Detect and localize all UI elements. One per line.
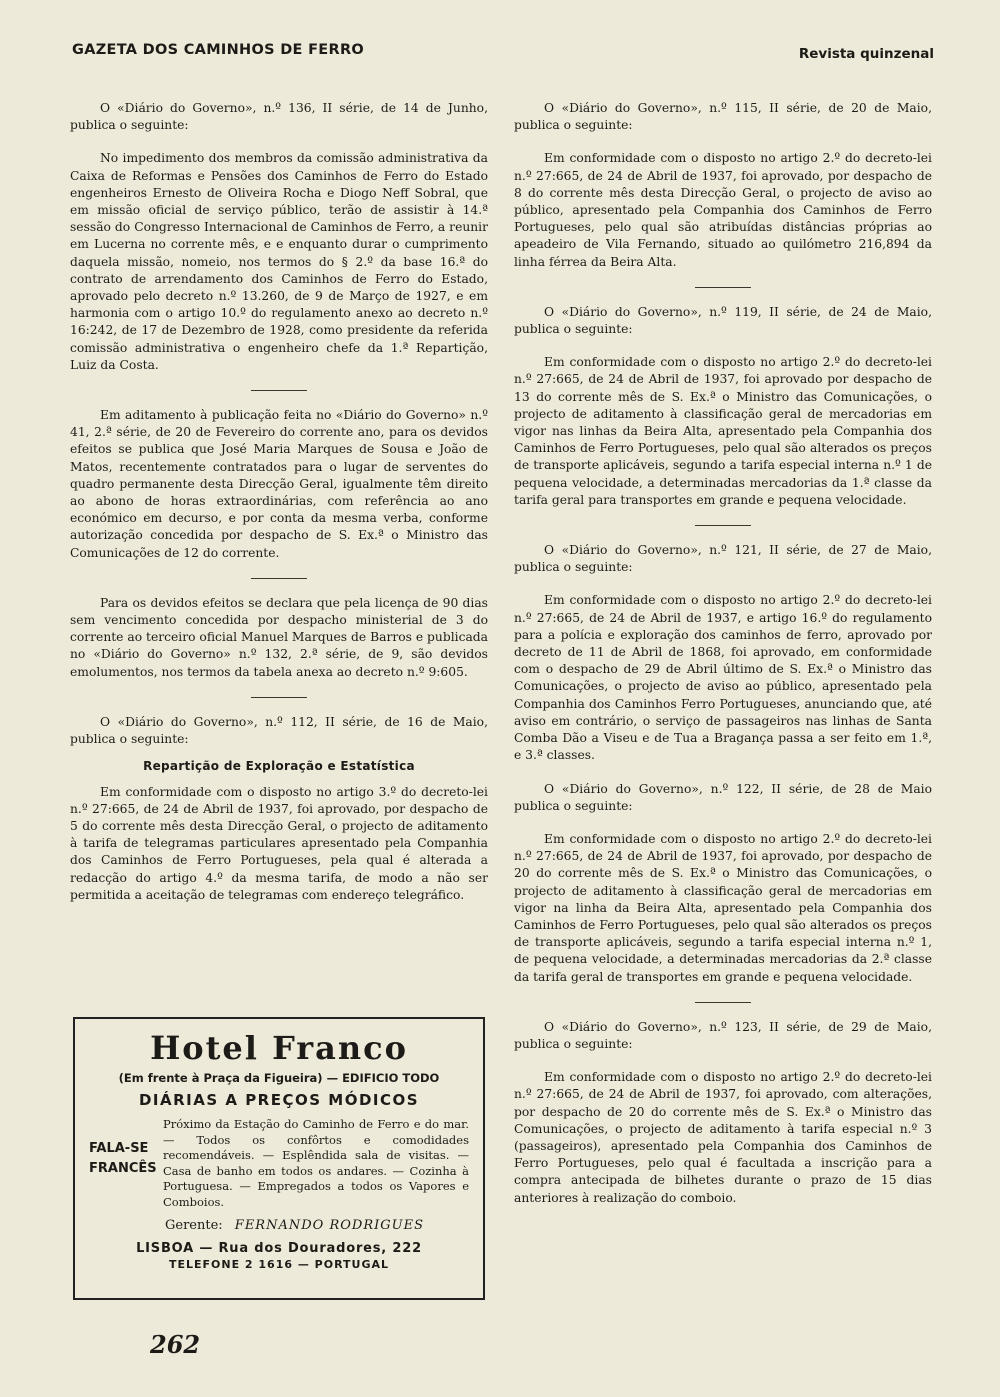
article-body: Em conformidade com o disposto no artigo 3.º do decreto-lei n.º 27:665, de 24 de Abril de 1937, foi aprovado, por despacho de 5 do corrente mês desta Direcção Geral, o projecto de aditamento à tarifa de telegramas particulares apresentado pela Companhia dos Caminhos de Ferro Portugueses, pela qual é alterada a redacção do artigo 4.º da mesma tarifa, de modo a não ser permitida a aceitação de telegramas com endereço telegráfico. bbox=[70, 784, 488, 902]
hotel-advertisement bbox=[73, 1017, 485, 1300]
language-note-line: FALA-SE bbox=[89, 1141, 149, 1156]
left-column bbox=[70, 100, 488, 904]
hotel-location: (Em frente à Praça da Figueira) — EDIFICIO TODO bbox=[118, 1071, 440, 1085]
right-column bbox=[514, 100, 932, 1207]
separator-rule bbox=[695, 1002, 751, 1003]
article-body: Em conformidade com o disposto no artigo 2.º do decreto-lei n.º 27:665, de 24 de Abril de 1937, foi aprovado, por despacho de 20 do corrente mês de S. Ex.ª o Ministro das Comunicações, o projecto de aditamento à classificação geral de mercadorias em vigor na linha da Beira Alta, apresentado pela Companhia dos Caminhos de Ferro Portugueses, pelo qual são alterados os preços de transporte aplicáveis, segundo a tarifa especial interna n.º 1, de pequena velocidade, a determinadas mercadorias da 2.ª classe da tarifa geral de transportes em grande e pequena velocidade. bbox=[514, 831, 932, 984]
article-intro: O «Diário do Governo», n.º 122, II série, de 28 de Maio publica o seguinte: bbox=[514, 781, 932, 813]
hotel-telephone: TELEFONE 2 1616 — PORTUGAL bbox=[168, 1258, 390, 1271]
article-body: Em conformidade com o disposto no artigo 2.º do decreto-lei n.º 27:665, de 24 de Abril de 1937, foi aprovado por despacho de 13 do corrente mês de S. Ex.ª o Ministro das Comunicações, o projecto de aditamento à classificação geral de mercadorias em vigor nas linhas da Beira Alta, apresentado pela Companhia dos Caminhos de Ferro Portugueses, pelo qual são alterados os preços de transporte aplicáveis, segundo a tarifa especial interna n.º 1 de pequena velocidade, a determinadas mercadorias da 1.ª classe da tarifa geral para transportes em grande e pequena velocidade. bbox=[514, 355, 932, 507]
article-intro: O «Diário do Governo», n.º 121, II série, de 27 de Maio, publica o seguinte: bbox=[514, 543, 932, 575]
section-subheading: Repartição de Exploração e Estatística bbox=[143, 759, 415, 774]
hotel-name: Hotel Franco bbox=[150, 1029, 408, 1067]
article-intro: O «Diário do Governo», n.º 112, II série, de 16 de Maio, publica o seguinte: bbox=[70, 714, 488, 747]
journal-subtitle: Revista quinzenal bbox=[798, 46, 934, 62]
article-intro: O «Diário do Governo», n.º 119, II série, de 24 de Maio, publica o seguinte: bbox=[514, 304, 932, 337]
separator-rule bbox=[695, 287, 751, 288]
hotel-manager bbox=[89, 1218, 469, 1233]
manager-name: FERNANDO RODRIGUES bbox=[234, 1218, 424, 1233]
language-note bbox=[89, 1117, 163, 1210]
article-intro: O «Diário do Governo», n.º 136, II série, de 14 de Junho, publica o seguinte: bbox=[70, 101, 488, 133]
journal-title: GAZETA DOS CAMINHOS DE FERRO bbox=[72, 42, 365, 58]
article-body: Em conformidade com o disposto no artigo 2.º do decreto-lei n.º 27:665, de 24 de Abril de 1937, e artigo 16.º do regulamento para a polícia e exploração dos caminhos de ferro, aprovado por decreto de 11 de Abril de 1868, foi aprovado, em conformidade com o despacho de 29 de Abril último de S. Ex.ª o Ministro das Comunicações, o projecto de aviso ao público, apresentado pela Companhia dos Caminhos Ferro Portugueses, anunciando que, até aviso em contrário, o serviço de passageiros nas linhas de Santa Comba Dão a Viseu e de Tua a Bragança passa a ser feito em 1.ª, e 3.ª classes. bbox=[514, 593, 932, 763]
separator-rule bbox=[251, 578, 307, 579]
article-body: Em aditamento à publicação feita no «Diário do Governo» n.º 41, 2.ª série, de 20 de Fevereiro do corrente ano, para os devidos efeitos se publica que José Maria Marques de Sousa e João de Matos, recentemente contratados para o lugar de serventes do quadro permanente desta Direcção Geral, igualmente têm direito ao abono de horas extraordinárias, com referência ao ano económico em decurso, e por conta da mesma verba, conforme autorização concedida por despacho de S. Ex.ª o Ministro das Comunicações de 12 do corrente. bbox=[70, 408, 488, 560]
article-intro: O «Diário do Governo», n.º 115, II série, de 20 de Maio, publica o seguinte: bbox=[514, 101, 932, 133]
article-intro: O «Diário do Governo», n.º 123, II série, de 29 de Maio, publica o seguinte: bbox=[514, 1019, 932, 1051]
separator-rule bbox=[251, 390, 307, 391]
separator-rule bbox=[251, 697, 307, 698]
hotel-description: Próximo da Estação do Caminho de Ferro e do mar. — Todos os confôrtos e comodidades recomendáveis. — Esplêndida sala de visitas. — Casa de banho em todos os andares. — Cozinha à Portuguesa. — Empregados a todos os Vapores e Comboios. bbox=[163, 1117, 469, 1209]
manager-label: Gerente: bbox=[165, 1218, 223, 1233]
hotel-address: LISBOA — Rua dos Douradores, 222 bbox=[136, 1241, 422, 1256]
separator-rule bbox=[695, 525, 751, 526]
hotel-rates: DIÁRIAS A PREÇOS MÓDICOS bbox=[138, 1091, 420, 1109]
article-body: Para os devidos efeitos se declara que pela licença de 90 dias sem vencimento concedida por despacho ministerial de 3 do corrente ao terceiro oficial Manuel Marques de Barros e publicada no «Diário do Governo» n.º 132, 2.ª série, de 9, são devidos emolumentos, nos termos da tabela anexa ao decreto n.º 9:605. bbox=[70, 595, 488, 679]
article-body: Em conformidade com o disposto no artigo 2.º do decreto-lei n.º 27:665, de 24 de Abril de 1937, foi aprovado, com alterações, por despacho de 20 do corrente mês de S. Ex.ª o Ministro das Comunicações, o projecto de aditamento à tarifa especial n.º 3 (passageiros), apresentado pela Companhia dos Caminhos de Ferro Portugueses, pelo qual é facultada a inscrição para a compra antecipada de bilhetes durante o prazo de 15 dias anteriores à realização do comboio. bbox=[514, 1070, 932, 1205]
article-body: Em conformidade com o disposto no artigo 2.º do decreto-lei n.º 27:665, de 24 de Abril de 1937, foi aprovado, por despacho de 8 do corrente mês desta Direcção Geral, o projecto de aviso ao público, apresentado pela Companhia dos Caminhos de Ferro Portugueses, pelo qual são atribuídas distâncias próprias ao apeadeiro de Vila Fernando, situado ao quilómetro 216,894 da linha férrea da Beira Alta. bbox=[514, 151, 932, 269]
page-number: 262 bbox=[150, 1330, 201, 1359]
article-body: No impedimento dos membros da comissão administrativa da Caixa de Reformas e Pensões dos Caminhos de Ferro do Estado engenheiros Ernesto de Oliveira Rocha e Diogo Neff Sobral, que em missão oficial de serviço público, terão de assistir à 14.ª sessão do Congresso Internacional de Caminhos de Ferro, a reunir em Lucerna no corrente mês, e e enquanto durar o cumprimento daquela missão, nomeio, nos termos do § 2.º da base 16.ª do contrato de arrendamento dos Caminhos de Ferro do Estado, aprovado pelo decreto n.º 13.260, de 9 de Março de 1927, e em harmonia com o artigo 10.º do regulamento anexo ao decreto n.º 16:242, de 17 de Dezembro de 1928, como presidente da referida comissão administrativa o engenheiro chefe da 1.ª Repartição, Luiz da Costa. bbox=[70, 151, 488, 372]
language-note-line: FRANCÊS bbox=[89, 1161, 157, 1176]
